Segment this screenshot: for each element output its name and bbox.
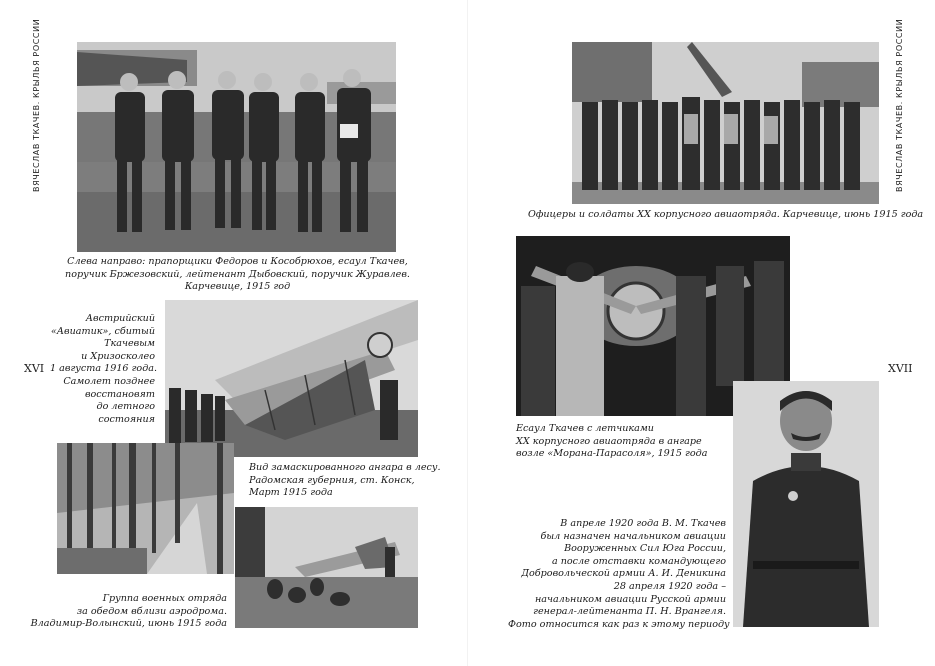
caption-line: Владимир-Волынский, июнь 1915 года [30, 618, 227, 630]
caption-line: Есаул Ткачев с летчиками [516, 423, 654, 434]
caption-corps-detachment [528, 209, 924, 222]
photo-downed-aviatik [165, 300, 418, 457]
folio-left: XVI [24, 362, 45, 375]
caption-line: а после отставки командующего [551, 555, 726, 567]
photo-officers-group [77, 42, 396, 252]
caption-line: Ткачевым [104, 338, 155, 350]
caption-line: начальником авиации Русской армии [534, 593, 726, 605]
caption-officers-group [60, 256, 415, 294]
photo-forest-hangar [57, 443, 234, 574]
caption-line: «Авиатик», сбитый [50, 325, 155, 337]
photo-portrait-tkachev [733, 381, 879, 627]
caption-line: возле «Морана-Парасоля», 1915 года [516, 448, 708, 460]
running-head-right: ВЯЧЕСЛАВ ТКАЧЕВ. КРЫЛЬЯ РОССИИ [895, 18, 904, 192]
caption-line: Австрийский [85, 313, 155, 324]
caption-line: Вооруженных Сил Юга России, [564, 543, 726, 555]
caption-lunch [20, 593, 227, 631]
caption-line: Фото относится как раз к этому периоду [508, 618, 730, 630]
caption-line: и Хризосколео [81, 350, 155, 362]
caption-line: 28 апреля 1920 года – [613, 580, 726, 592]
caption-line: Добровольческой армии А. И. Деникина [521, 568, 726, 580]
photo-corps-detachment [572, 42, 879, 204]
caption-line: до летного [96, 401, 155, 413]
caption-line: восстановят [84, 388, 155, 400]
caption-line: Радомская губерния, ст. Конск, [249, 474, 415, 486]
caption-line: поручик Бржезовский, лейтенант Дыбовский, поручик Журавлев. [65, 268, 410, 280]
running-head-left: ВЯЧЕСЛАВ ТКАЧЕВ. КРЫЛЬЯ РОССИИ [32, 18, 41, 192]
caption-morane [516, 423, 736, 461]
caption-line: Вид замаскированного ангара в лесу. [249, 462, 441, 473]
photo-lunch-airfield [235, 507, 418, 628]
caption-line: Самолет позднее [63, 375, 155, 387]
left-page [0, 0, 467, 666]
caption-line: Карчевице, 1915 год [184, 281, 291, 293]
caption-aviatik [50, 313, 158, 426]
folio-right: XVII [888, 362, 913, 375]
caption-line: Группа военных отряда [102, 593, 227, 604]
right-page [468, 0, 935, 666]
caption-hangar [249, 462, 449, 500]
caption-line: Март 1915 года [249, 487, 333, 499]
caption-line: В апреле 1920 года В. М. Ткачев [560, 518, 726, 529]
caption-line: состояния [98, 413, 155, 425]
caption-line: генерал-лейтенанта П. Н. Врангеля. [533, 606, 726, 618]
caption-line: был назначен начальником авиации [540, 530, 726, 542]
caption-portrait [508, 518, 730, 631]
caption-line: XX корпусного авиаотряда в ангаре [516, 435, 702, 447]
caption-line: Офицеры и солдаты XX корпусного авиаотряда. Карчевице, июнь 1915 года [528, 209, 924, 220]
caption-line: 1 августа 1916 года. [50, 363, 158, 375]
caption-line: за обедом вблизи аэродрома. [76, 605, 227, 617]
caption-line: Слева направо: прапорщики Федоров и Кособрюхов, есаул Ткачев, [67, 256, 408, 267]
